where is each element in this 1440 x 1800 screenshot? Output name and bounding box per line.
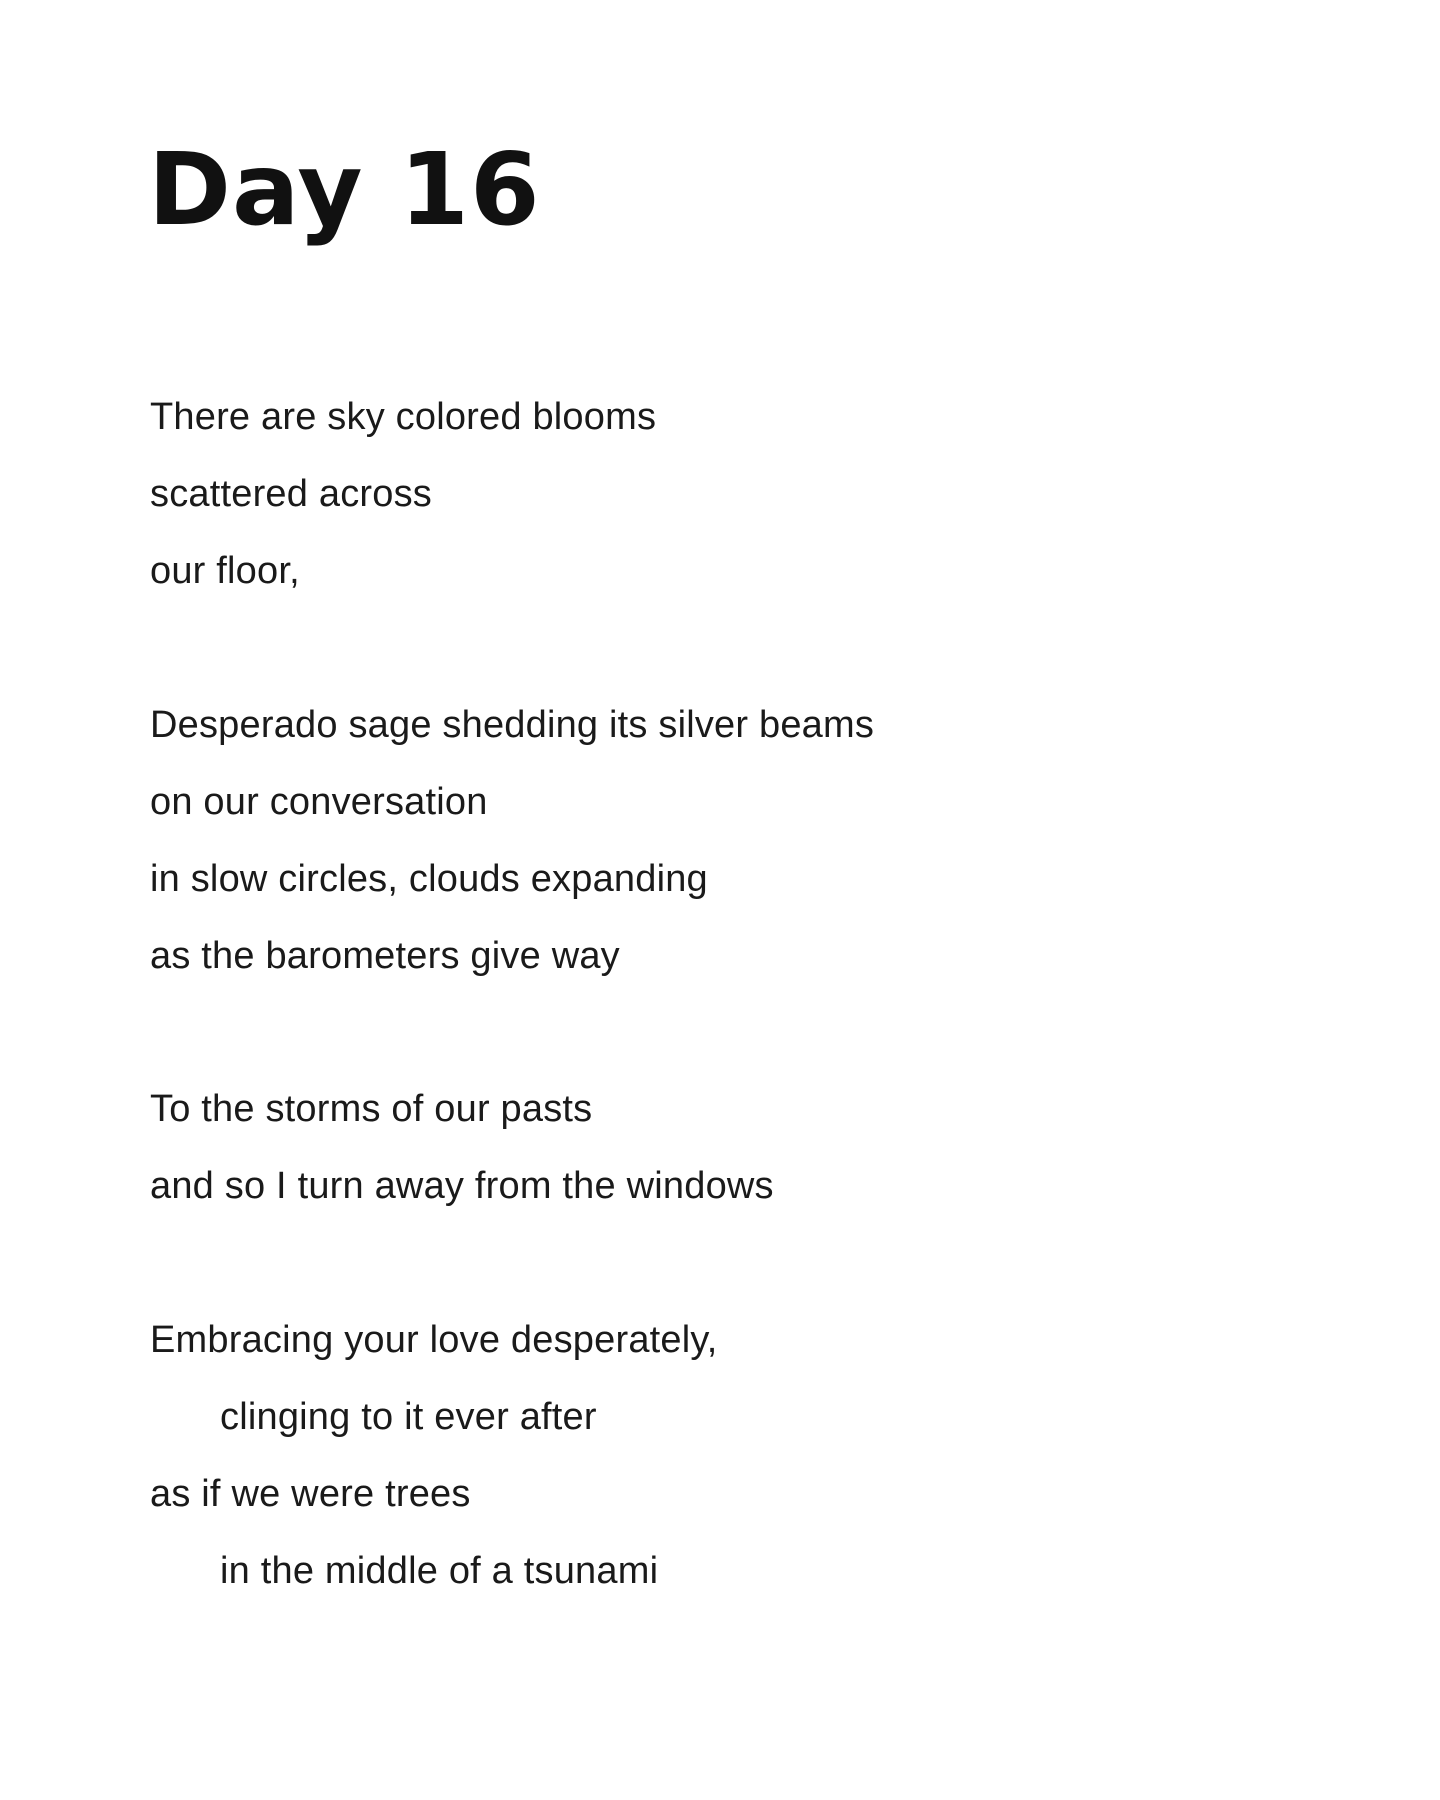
poem-line: our floor, xyxy=(150,550,300,592)
poem-line-indented: in the middle of a tsunami xyxy=(220,1550,659,1592)
poem-line: Desperado sage shedding its silver beams xyxy=(150,704,875,746)
poem-line: scattered across xyxy=(150,473,432,515)
poem-line: as the barometers give way xyxy=(150,935,620,977)
poem-line: on our conversation xyxy=(150,781,488,823)
poem-line: There are sky colored blooms xyxy=(150,396,657,438)
poem-line: in slow circles, clouds expanding xyxy=(150,858,708,900)
poem-line: To the storms of our pasts xyxy=(150,1088,593,1130)
poem-line-indented: clinging to it ever after xyxy=(220,1396,597,1438)
poem-line: as if we were trees xyxy=(150,1473,471,1515)
page-title: Day 16 xyxy=(148,131,541,248)
poem-line: Embracing your love desperately, xyxy=(150,1319,718,1361)
poem-line: and so I turn away from the windows xyxy=(150,1165,774,1207)
